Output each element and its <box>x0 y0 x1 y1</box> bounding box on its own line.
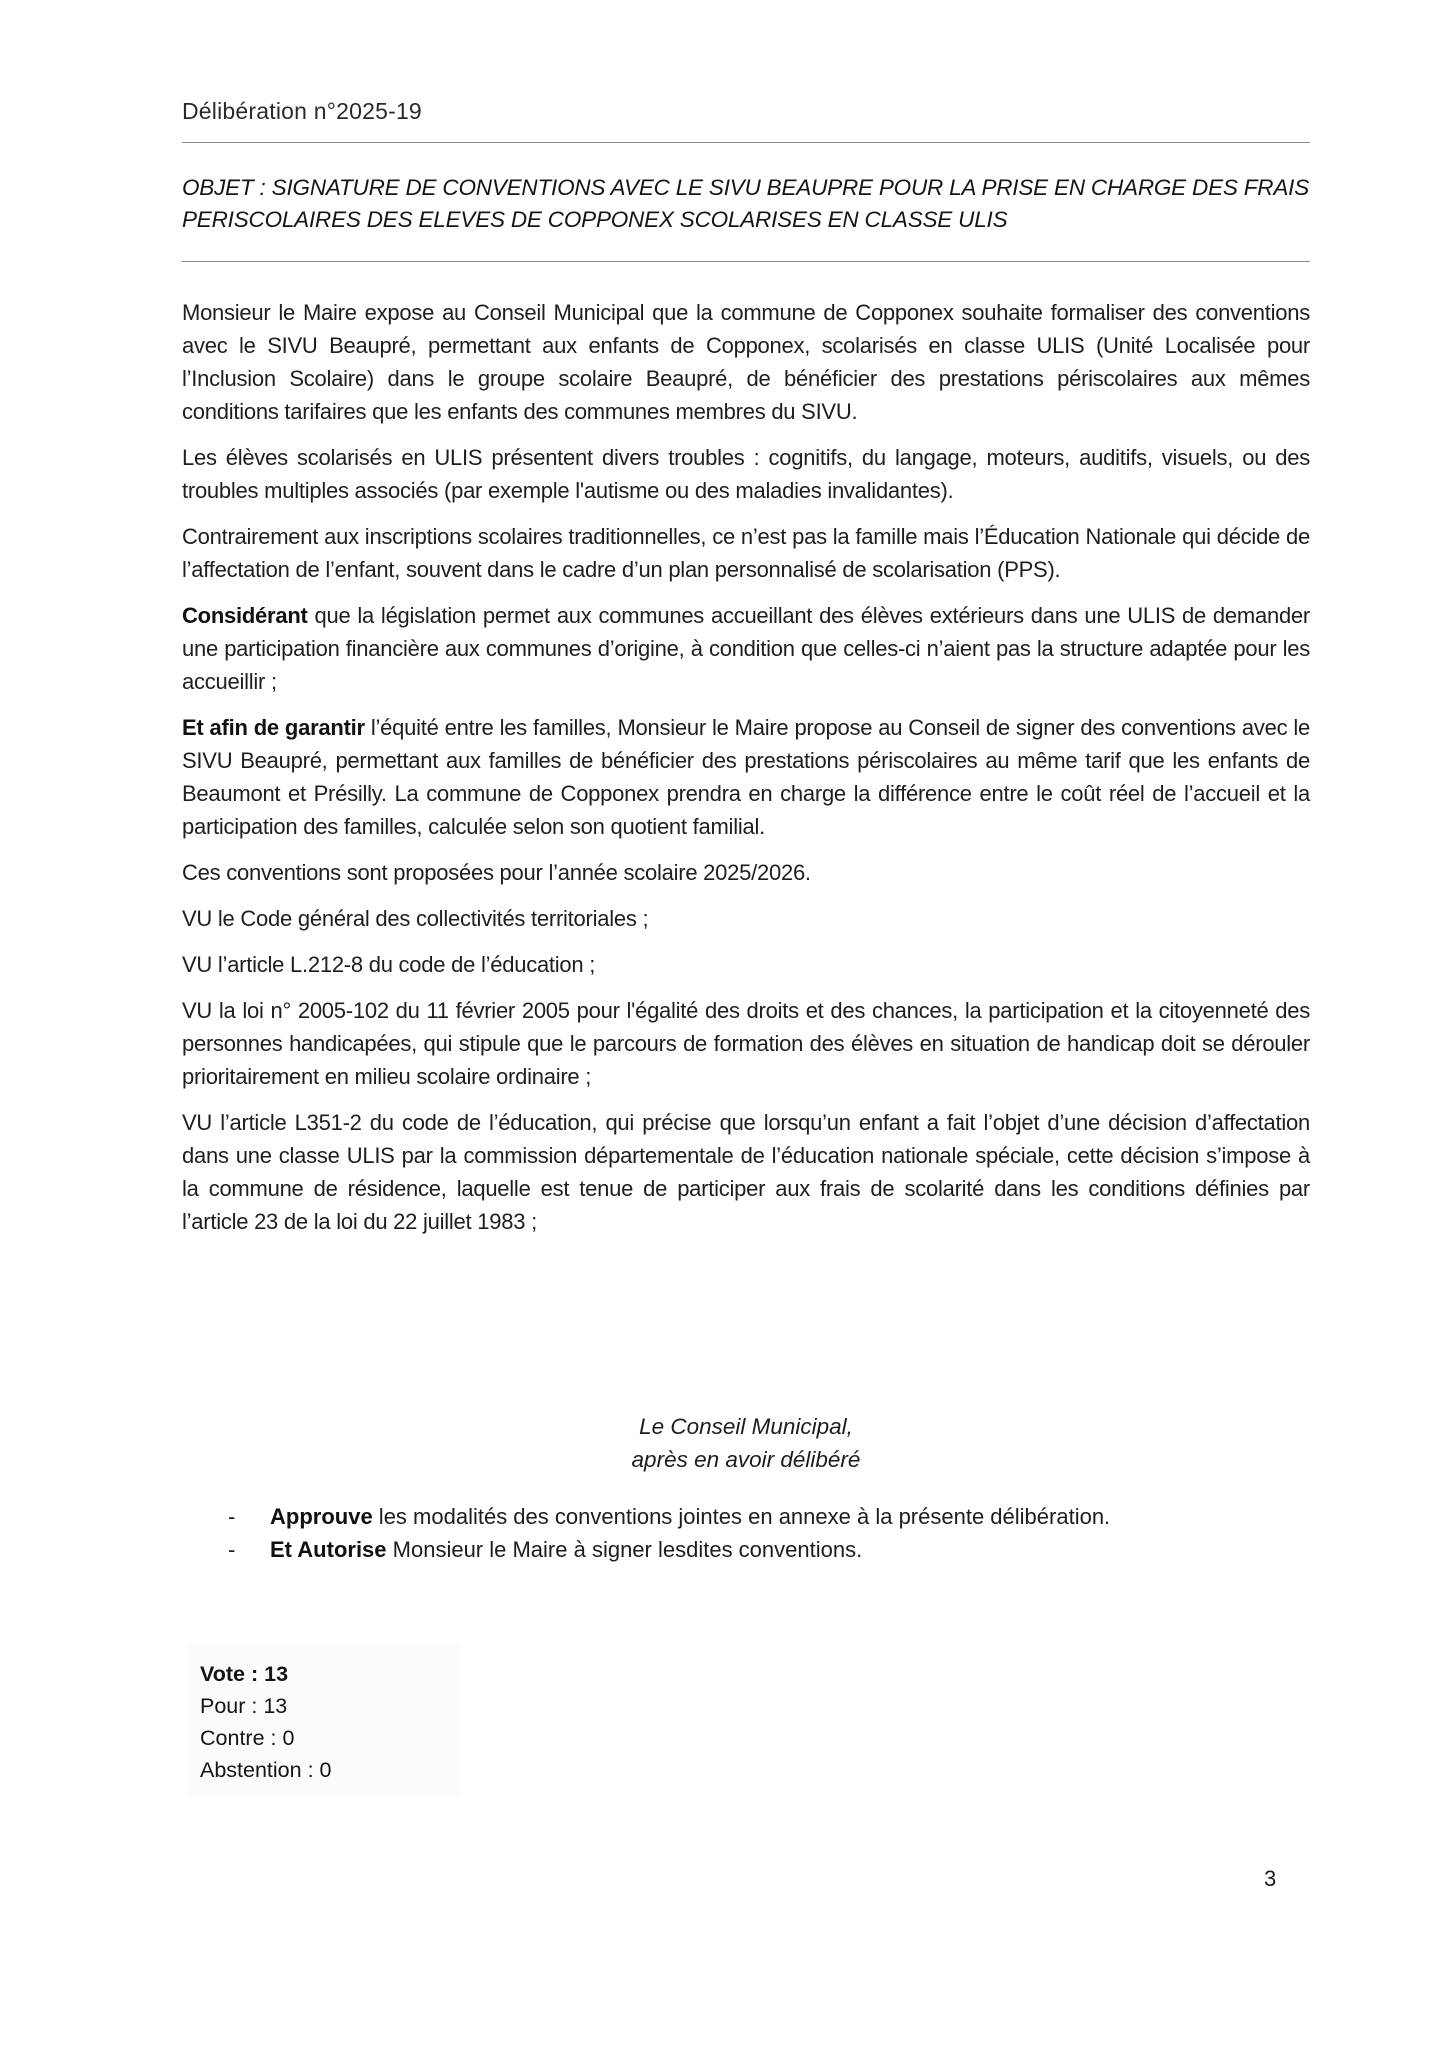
decision-keyword: Et Autorise <box>270 1537 387 1562</box>
decision-keyword: Approuve <box>270 1504 373 1529</box>
vote-results <box>188 1644 460 1796</box>
paragraph-affectation: Contrairement aux inscriptions scolaires traditionnelles, ce n’est pas la famille mais l’Éducation Nationale qui décide de l’affectation de l’enfant, souvent dans le cadre d’un plan personnalisé de scolarisation (PPS). <box>182 524 1310 582</box>
subject-heading <box>182 172 1312 236</box>
paragraph-considerant <box>182 599 1310 698</box>
subject-line-1: OBJET : SIGNATURE DE CONVENTIONS AVEC LE SIVU BEAUPRE POUR LA PRISE EN CHARGE DES FRAIS <box>182 175 1310 200</box>
considerant-keyword: Considérant <box>182 603 308 628</box>
council-line-2: après en avoir délibéré <box>631 1447 861 1472</box>
paragraph-mayor-statement: Monsieur le Maire expose au Conseil Municipal que la commune de Copponex souhaite formaliser des conventions avec le SIVU Beaupré, permettant aux enfants de Copponex, scolarisés en classe ULIS (Unité Localisée pour l’Inclusion Scolaire) dans le groupe scolaire Beaupré, de bénéficier des prestations périscolaires aux mêmes conditions tarifaires que les enfants des communes membres du SIVU. <box>182 300 1310 424</box>
page-number: 3 <box>1264 1866 1277 1891</box>
vote-contre-value: 0 <box>282 1726 295 1750</box>
vote-total: Vote : 13 <box>200 1662 289 1686</box>
council-line-1: Le Conseil Municipal, <box>639 1414 853 1439</box>
decision-item <box>182 1500 1310 1533</box>
decision-item <box>182 1533 1310 1566</box>
garantir-text: l’équité entre les familles, Monsieur le Maire propose au Conseil de signer des conventions avec le SIVU Beaupré, permettant aux familles de bénéficier des prestations périscolaires au même tarif que les enfants de Beaumont et Présilly. La commune de Copponex prendra en charge la différence entre le coût réel de l’accueil et la participation des familles, calculée selon son quotient familial. <box>182 715 1310 839</box>
vote-contre: Contre : 0 <box>200 1726 295 1750</box>
header-divider <box>182 142 1310 143</box>
vote-pour: Pour : 13 <box>200 1694 288 1718</box>
considerant-text: que la législation permet aux communes accueillant des élèves extérieurs dans une ULIS de demander une participation financière aux communes d’origine, à condition que celles-ci n’aient pas la structure adaptée pour les accueillir ; <box>182 603 1310 694</box>
deliberation-number: Délibération n°2025-19 <box>182 98 422 124</box>
paragraph-vu-cgct: VU le Code général des collectivités territoriales ; <box>182 906 649 931</box>
council-heading <box>182 1410 1310 1476</box>
paragraph-vu-loi-2005: VU la loi n° 2005-102 du 11 février 2005 pour l'égalité des droits et des chances, la participation et la citoyenneté des personnes handicapées, qui stipule que le parcours de formation des élèves en situation de handicap doit se dérouler prioritairement en milieu scolaire ordinaire ; <box>182 998 1310 1089</box>
subject-line-2: PERISCOLAIRES DES ELEVES DE COPPONEX SCOLARISES EN CLASSE ULIS <box>182 207 1008 232</box>
decision-text: Monsieur le Maire à signer lesdites conventions. <box>386 1537 863 1562</box>
subject-divider <box>182 261 1310 262</box>
paragraph-school-year: Ces conventions sont proposées pour l’année scolaire 2025/2026. <box>182 860 811 885</box>
vote-total-value: 13 <box>264 1662 289 1686</box>
vote-abstention-value: 0 <box>319 1758 332 1782</box>
garantir-keyword: Et afin de garantir <box>182 715 365 740</box>
bullet-dash: - <box>228 1504 236 1529</box>
paragraph-garantir <box>182 711 1310 843</box>
vote-pour-value: 13 <box>263 1694 288 1718</box>
body-text <box>182 296 1310 1251</box>
paragraph-ulis-troubles: Les élèves scolarisés en ULIS présentent divers troubles : cognitifs, du langage, moteurs, auditifs, visuels, ou des troubles multiples associés (par exemple l'autisme ou des maladies invalidantes). <box>182 445 1310 503</box>
vote-abstention: Abstention : 0 <box>200 1758 332 1782</box>
paragraph-vu-l351-2: VU l’article L351-2 du code de l’éducation, qui précise que lorsqu’un enfant a fait l’objet d’une décision d’affectation dans une classe ULIS par la commission départementale de l’éducation nationale spéciale, cette décision s’impose à la commune de résidence, laquelle est tenue de participer aux frais de scolarité dans les conditions définies par l’article 23 de la loi du 22 juillet 1983 ; <box>182 1110 1310 1234</box>
decision-list <box>182 1500 1310 1566</box>
paragraph-vu-l212-8: VU l’article L.212-8 du code de l’éducation ; <box>182 952 596 977</box>
bullet-dash: - <box>228 1537 236 1562</box>
decision-text: les modalités des conventions jointes en annexe à la présente délibération. <box>372 1504 1111 1529</box>
